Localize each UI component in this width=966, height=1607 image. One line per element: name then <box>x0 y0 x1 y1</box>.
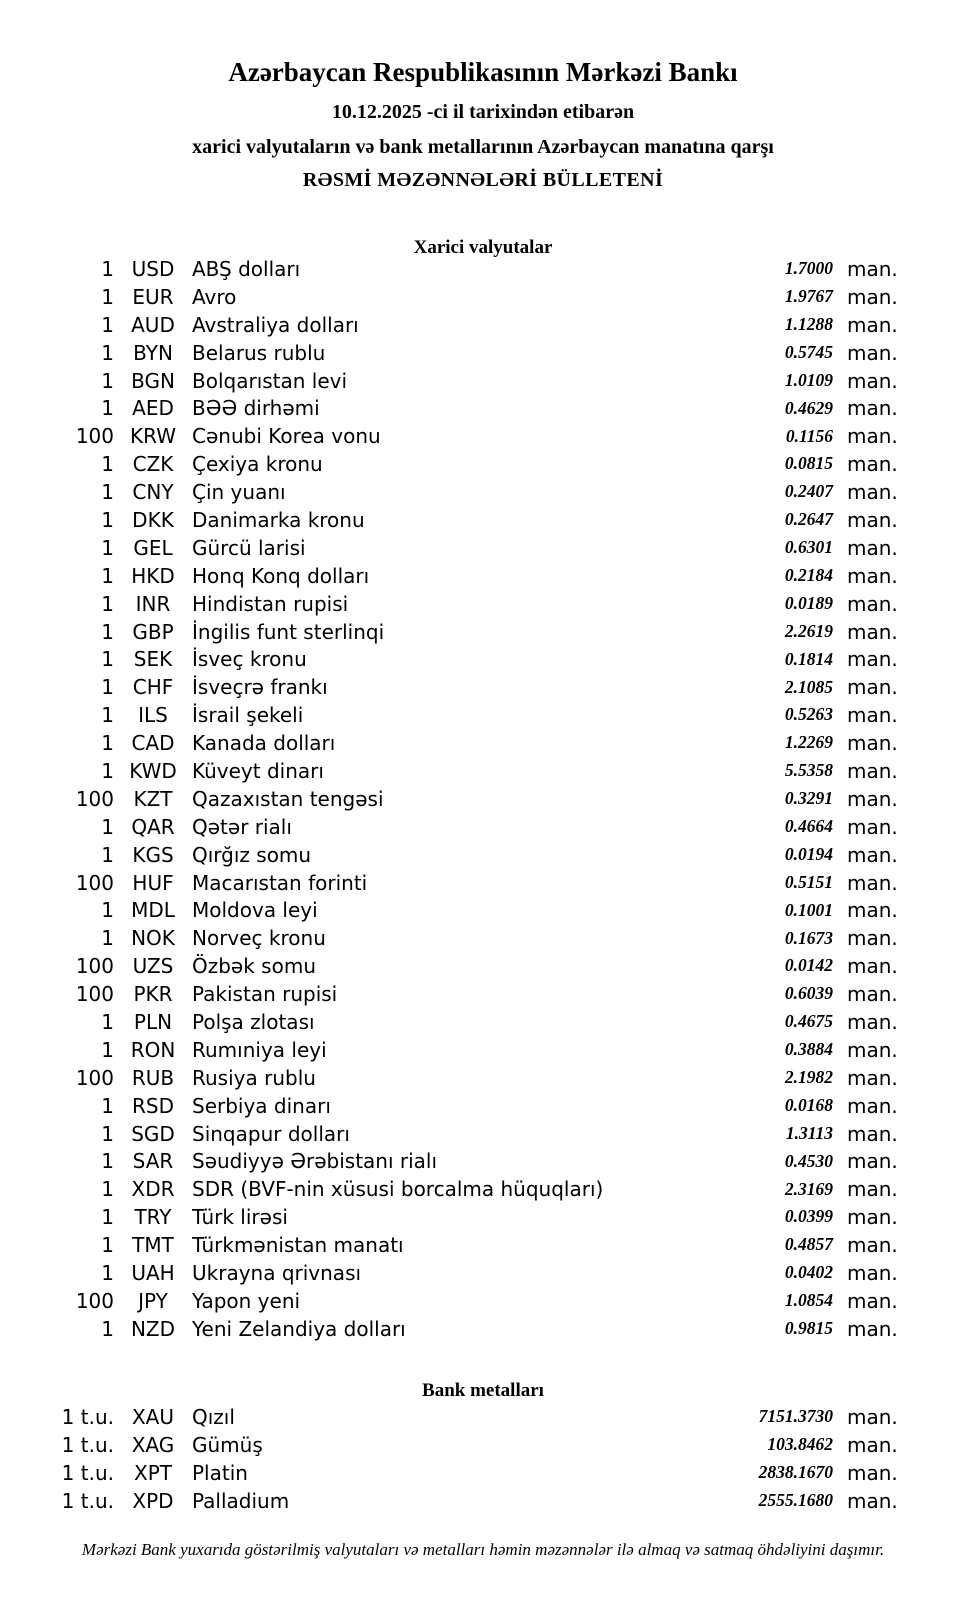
table-row <box>0 394 966 422</box>
currency-name-cell: Gümüş <box>192 1432 263 1457</box>
currency-code-cell: KRW <box>130 424 176 449</box>
quantity-cell: 1 t.u. <box>61 1432 114 1457</box>
quantity-cell: 100 <box>75 870 114 895</box>
currency-code-cell: CAD <box>131 731 175 756</box>
rate-value-cell: 1.2269 <box>784 732 833 753</box>
unit-label: man. <box>847 563 898 588</box>
currency-name-cell: Norveç kronu <box>192 926 326 951</box>
currency-name-cell: Qırğız somu <box>192 842 312 867</box>
table-row <box>0 506 966 534</box>
currency-name-cell: Çin yuanı <box>192 480 286 505</box>
quantity-cell: 100 <box>75 1065 114 1090</box>
currency-name-cell: Belarus rublu <box>192 340 326 365</box>
unit-label: man. <box>847 703 898 728</box>
currency-code-cell: XAG <box>131 1432 175 1457</box>
unit-label: man. <box>847 1404 898 1429</box>
quantity-cell: 1 <box>101 1233 114 1258</box>
currency-code-cell: XPT <box>134 1460 172 1485</box>
rate-value-cell: 0.2407 <box>784 481 833 502</box>
rate-value-cell: 0.3291 <box>784 788 833 809</box>
unit-label: man. <box>847 786 898 811</box>
table-row <box>0 980 966 1008</box>
table-row <box>0 1203 966 1231</box>
unit-label: man. <box>847 1149 898 1174</box>
currency-name-cell: Cənubi Korea vonu <box>192 424 381 449</box>
quantity-cell: 1 <box>101 396 114 421</box>
rate-value-cell: 103.8462 <box>767 1434 833 1455</box>
rate-value-cell: 0.5745 <box>784 341 833 362</box>
currency-code-cell: DKK <box>132 507 174 532</box>
quantity-cell: 1 <box>101 507 114 532</box>
currency-code-cell: TRY <box>134 1205 172 1230</box>
quantity-cell: 1 <box>101 480 114 505</box>
unit-label: man. <box>847 1065 898 1090</box>
quantity-cell: 1 <box>101 452 114 477</box>
currency-name-cell: Ukrayna qrivnası <box>192 1261 362 1285</box>
quantity-cell: 1 <box>101 368 114 393</box>
rate-value-cell: 0.0194 <box>784 843 833 864</box>
unit-label: man. <box>847 1121 898 1146</box>
table-row <box>0 1431 966 1459</box>
table-row <box>0 1403 966 1431</box>
unit-label: man. <box>847 368 898 393</box>
unit-label: man. <box>847 1009 898 1034</box>
rate-value-cell: 0.1673 <box>784 927 833 948</box>
currency-name-cell: Avro <box>192 284 237 309</box>
currency-code-cell: XPD <box>132 1488 174 1513</box>
bulletin-title: RƏSMİ MƏZƏNNƏLƏRİ BÜLLETENİ <box>302 169 664 191</box>
unit-label: man. <box>847 1432 898 1457</box>
unit-label: man. <box>847 1233 898 1258</box>
rate-value-cell: 2.3169 <box>784 1178 833 1199</box>
unit-label: man. <box>847 870 898 895</box>
footer-note: Mərkəzi Bank yuxarıda göstərilmiş valyutaları və metalları həmin məzənnələr ilə almaq və satmaq öhdəliyini daşımır. <box>81 1540 885 1559</box>
currency-code-cell: KZT <box>133 786 173 811</box>
rate-value-cell: 0.0399 <box>784 1206 833 1227</box>
currency-name-cell: Sinqapur dolları <box>192 1121 350 1146</box>
rate-value-cell: 1.9767 <box>784 286 833 307</box>
unit-label: man. <box>847 1288 898 1313</box>
table-row <box>0 311 966 339</box>
unit-label: man. <box>847 814 898 839</box>
currency-code-cell: NOK <box>131 926 175 951</box>
currency-code-cell: INR <box>135 591 171 616</box>
table-row <box>0 562 966 590</box>
currency-code-cell: MDL <box>131 898 175 923</box>
table-row <box>0 729 966 757</box>
currency-name-cell: ABŞ dolları <box>192 256 301 281</box>
table-row <box>0 1287 966 1315</box>
metals-section-heading: Bank metalları <box>422 1380 544 1401</box>
currency-name-cell: Qızıl <box>192 1404 235 1429</box>
quantity-cell: 1 <box>101 842 114 867</box>
rate-value-cell: 0.4664 <box>784 816 833 836</box>
currency-code-cell: UAH <box>131 1261 175 1285</box>
table-row <box>0 339 966 367</box>
currency-name-cell: Türkmənistan manatı <box>192 1233 404 1258</box>
currency-code-cell: GEL <box>133 535 173 560</box>
currency-code-cell: BYN <box>133 340 173 365</box>
currency-code-cell: XAU <box>131 1404 175 1429</box>
unit-label: man. <box>847 424 898 449</box>
table-row <box>0 255 966 283</box>
quantity-cell: 1 <box>101 758 114 783</box>
currency-name-cell: Qazaxıstan tengəsi <box>192 786 384 811</box>
rate-value-cell: 0.3884 <box>784 1039 833 1060</box>
currency-name-cell: Serbiya dinarı <box>192 1093 331 1118</box>
rate-value-cell: 2.1982 <box>784 1067 833 1088</box>
quantity-cell: 1 <box>101 563 114 588</box>
unit-label: man. <box>847 954 898 979</box>
table-row <box>0 422 966 450</box>
rate-value-cell: 1.0109 <box>784 369 833 390</box>
quantity-cell: 1 <box>101 703 114 728</box>
unit-label: man. <box>847 1093 898 1118</box>
quantity-cell: 100 <box>75 424 114 449</box>
table-row <box>0 1459 966 1487</box>
quantity-cell: 1 <box>101 312 114 337</box>
table-row <box>0 1064 966 1092</box>
table-row <box>0 1008 966 1036</box>
table-row <box>0 785 966 813</box>
currency-name-cell: Moldova leyi <box>192 898 318 923</box>
currency-code-cell: KGS <box>132 842 174 867</box>
currency-code-cell: UZS <box>132 954 174 979</box>
quantity-cell: 1 <box>101 1205 114 1230</box>
currency-name-cell: İngilis funt sterlinqi <box>192 619 385 644</box>
table-row <box>0 1231 966 1259</box>
currency-code-cell: RUB <box>131 1065 175 1090</box>
rate-value-cell: 0.9815 <box>784 1318 833 1339</box>
rate-value-cell: 5.5358 <box>784 760 833 781</box>
unit-label: man. <box>847 675 898 700</box>
currency-code-cell: CHF <box>132 675 174 700</box>
rate-value-cell: 2.1085 <box>784 676 833 697</box>
table-row <box>0 1148 966 1176</box>
currency-name-cell: Yapon yeni <box>192 1288 301 1313</box>
currency-name-cell: Özbək somu <box>192 954 316 979</box>
currency-code-cell: TMT <box>132 1233 174 1258</box>
rate-value-cell: 1.0854 <box>784 1290 833 1311</box>
rate-value-cell: 0.0168 <box>784 1094 833 1115</box>
currency-name-cell: Rumıniya leyi <box>192 1037 327 1062</box>
quantity-cell: 1 <box>101 1316 114 1341</box>
rate-value-cell: 0.5151 <box>784 871 833 892</box>
rate-value-cell: 7151.3730 <box>758 1406 833 1427</box>
table-row <box>0 896 966 924</box>
unit-label: man. <box>847 647 898 672</box>
table-row <box>0 701 966 729</box>
currency-code-cell: KWD <box>129 758 177 783</box>
rate-value-cell: 0.6039 <box>784 983 833 1004</box>
currency-name-cell: Polşa zlotası <box>192 1009 315 1034</box>
currency-name-cell: Pakistan rupisi <box>192 982 338 1007</box>
currency-code-cell: SEK <box>133 647 173 672</box>
currency-code-cell: CNY <box>132 480 174 505</box>
rate-value-cell: 0.0815 <box>784 453 833 474</box>
table-row <box>0 1487 966 1515</box>
rate-value-cell: 1.1288 <box>784 313 833 334</box>
currency-code-cell: PKR <box>133 982 173 1007</box>
rate-value-cell: 1.7000 <box>784 258 833 279</box>
unit-label: man. <box>847 619 898 644</box>
currency-name-cell: İsveçrə frankı <box>192 675 328 700</box>
unit-label: man. <box>847 1488 898 1513</box>
currency-name-cell: Bolqarıstan levi <box>192 368 348 393</box>
quantity-cell: 1 <box>101 619 114 644</box>
metals-table <box>0 1403 966 1515</box>
unit-label: man. <box>847 1177 898 1202</box>
quantity-cell: 1 <box>101 647 114 672</box>
currency-code-cell: ILS <box>138 703 168 728</box>
currency-code-cell: BGN <box>131 368 175 393</box>
quantity-cell: 1 <box>101 1149 114 1174</box>
currency-name-cell: Gürcü larisi <box>192 535 306 560</box>
rate-value-cell: 0.5263 <box>784 704 833 725</box>
currency-code-cell: GBP <box>132 619 174 644</box>
subject-line: xarici valyutaların və bank metallarının Azərbaycan manatına qarşı <box>192 136 774 158</box>
unit-label: man. <box>847 452 898 477</box>
table-row <box>0 952 966 980</box>
currency-code-cell: AED <box>132 396 174 421</box>
quantity-cell: 1 t.u. <box>61 1460 114 1485</box>
quantity-cell: 1 <box>101 675 114 700</box>
unit-label: man. <box>847 1261 898 1285</box>
unit-label: man. <box>847 842 898 867</box>
quantity-cell: 1 <box>101 1009 114 1034</box>
currency-code-cell: SAR <box>132 1149 174 1174</box>
unit-label: man. <box>847 507 898 532</box>
rate-value-cell: 0.6301 <box>784 537 833 558</box>
unit-label: man. <box>847 731 898 756</box>
table-row <box>0 924 966 952</box>
currency-code-cell: USD <box>131 256 175 281</box>
quantity-cell: 1 <box>101 1037 114 1062</box>
quantity-cell: 1 <box>101 1121 114 1146</box>
currency-code-cell: PLN <box>133 1009 173 1034</box>
quantity-cell: 1 <box>101 535 114 560</box>
table-row <box>0 1315 966 1343</box>
currency-code-cell: EUR <box>132 284 174 309</box>
currency-name-cell: Səudiyyə Ərəbistanı rialı <box>192 1149 438 1174</box>
unit-label: man. <box>847 1460 898 1485</box>
currency-code-cell: CZK <box>132 452 174 477</box>
unit-label: man. <box>847 312 898 337</box>
currency-name-cell: Palladium <box>192 1488 290 1513</box>
rate-value-cell: 0.4675 <box>784 1011 833 1032</box>
currency-name-cell: İsrail şekeli <box>192 703 304 728</box>
table-row <box>0 1259 966 1287</box>
table-row <box>0 478 966 506</box>
unit-label: man. <box>847 480 898 505</box>
table-row <box>0 590 966 618</box>
table-row <box>0 673 966 701</box>
currency-code-cell: SGD <box>131 1121 175 1146</box>
quantity-cell: 100 <box>75 954 114 979</box>
page-title: Azərbaycan Respublikasının Mərkəzi Bankı <box>228 57 738 87</box>
table-row <box>0 813 966 841</box>
quantity-cell: 1 <box>101 731 114 756</box>
rate-value-cell: 2838.1670 <box>758 1461 833 1482</box>
currency-name-cell: Qətər rialı <box>192 814 292 839</box>
currency-name-cell: Yeni Zelandiya dolları <box>192 1316 406 1341</box>
table-row <box>0 367 966 395</box>
quantity-cell: 1 <box>101 1177 114 1202</box>
rate-value-cell: 0.1814 <box>784 648 833 669</box>
rate-value-cell: 0.0402 <box>784 1262 833 1283</box>
unit-label: man. <box>847 898 898 923</box>
currency-name-cell: Honq Konq dolları <box>192 563 370 588</box>
currency-name-cell: Kanada dolları <box>192 731 336 756</box>
currency-code-cell: HKD <box>131 563 175 588</box>
table-row <box>0 757 966 785</box>
quantity-cell: 100 <box>75 786 114 811</box>
currency-name-cell: Macarıstan forinti <box>192 870 368 895</box>
quantity-cell: 1 <box>101 926 114 951</box>
rate-value-cell: 2555.1680 <box>758 1489 833 1510</box>
unit-label: man. <box>847 535 898 560</box>
currency-name-cell: Küveyt dinarı <box>192 758 324 783</box>
rate-value-cell: 0.4857 <box>784 1234 833 1255</box>
quantity-cell: 1 <box>101 1093 114 1118</box>
quantity-cell: 1 <box>101 591 114 616</box>
unit-label: man. <box>847 1205 898 1230</box>
rate-value-cell: 0.0142 <box>784 955 833 976</box>
table-row <box>0 450 966 478</box>
unit-label: man. <box>847 591 898 616</box>
table-row <box>0 618 966 646</box>
unit-label: man. <box>847 758 898 783</box>
table-row <box>0 841 966 869</box>
currency-code-cell: NZD <box>130 1316 176 1341</box>
table-row <box>0 1120 966 1148</box>
quantity-cell: 1 <box>101 814 114 839</box>
currency-name-cell: SDR (BVF-nin xüsusi borcalma hüquqları) <box>192 1177 604 1202</box>
rate-value-cell: 0.2184 <box>784 564 833 585</box>
unit-label: man. <box>847 284 898 309</box>
unit-label: man. <box>847 1037 898 1062</box>
table-row <box>0 1175 966 1203</box>
currency-name-cell: Türk lirəsi <box>192 1205 288 1230</box>
currency-code-cell: HUF <box>132 870 174 895</box>
quantity-cell: 1 <box>101 1261 114 1285</box>
table-row <box>0 1092 966 1120</box>
effective-date-line: 10.12.2025 -ci il tarixindən etibarən <box>331 101 635 123</box>
quantity-cell: 100 <box>75 1288 114 1313</box>
quantity-cell: 100 <box>75 982 114 1007</box>
currency-name-cell: İsveç kronu <box>192 647 307 672</box>
rate-value-cell: 0.1156 <box>785 425 833 446</box>
rate-value-cell: 0.4629 <box>784 397 833 418</box>
table-row <box>0 283 966 311</box>
rate-value-cell: 0.1001 <box>784 899 833 920</box>
currency-code-cell: QAR <box>131 814 175 839</box>
currencies-section-heading: Xarici valyutalar <box>413 237 553 258</box>
rate-value-cell: 1.3113 <box>785 1122 833 1143</box>
quantity-cell: 1 <box>101 284 114 309</box>
rate-value-cell: 2.2619 <box>784 620 833 641</box>
currency-name-cell: Danimarka kronu <box>192 507 365 532</box>
table-row <box>0 869 966 897</box>
unit-label: man. <box>847 926 898 951</box>
currency-code-cell: JPY <box>138 1288 168 1313</box>
currency-name-cell: Rusiya rublu <box>192 1065 316 1090</box>
currency-name-cell: Çexiya kronu <box>192 452 323 477</box>
table-row <box>0 534 966 562</box>
currency-code-cell: RON <box>130 1037 176 1062</box>
currency-name-cell: Platin <box>192 1460 248 1485</box>
unit-label: man. <box>847 1316 898 1341</box>
quantity-cell: 1 t.u. <box>61 1404 114 1429</box>
unit-label: man. <box>847 396 898 421</box>
rate-value-cell: 0.0189 <box>784 592 833 613</box>
table-row <box>0 645 966 673</box>
quantity-cell: 1 <box>101 340 114 365</box>
currency-name-cell: BƏƏ dirhəmi <box>192 396 320 421</box>
quantity-cell: 1 <box>101 898 114 923</box>
currency-code-cell: AUD <box>131 312 175 337</box>
rate-value-cell: 0.2647 <box>784 509 833 530</box>
currency-code-cell: RSD <box>132 1093 174 1118</box>
unit-label: man. <box>847 982 898 1007</box>
currency-name-cell: Hindistan rupisi <box>192 591 349 616</box>
unit-label: man. <box>847 256 898 281</box>
currencies-table <box>0 255 966 1343</box>
quantity-cell: 1 <box>101 256 114 281</box>
currency-code-cell: XDR <box>131 1177 175 1202</box>
table-row <box>0 1036 966 1064</box>
rate-value-cell: 0.4530 <box>784 1150 833 1171</box>
quantity-cell: 1 t.u. <box>61 1488 114 1513</box>
unit-label: man. <box>847 340 898 365</box>
currency-name-cell: Avstraliya dolları <box>192 312 359 337</box>
